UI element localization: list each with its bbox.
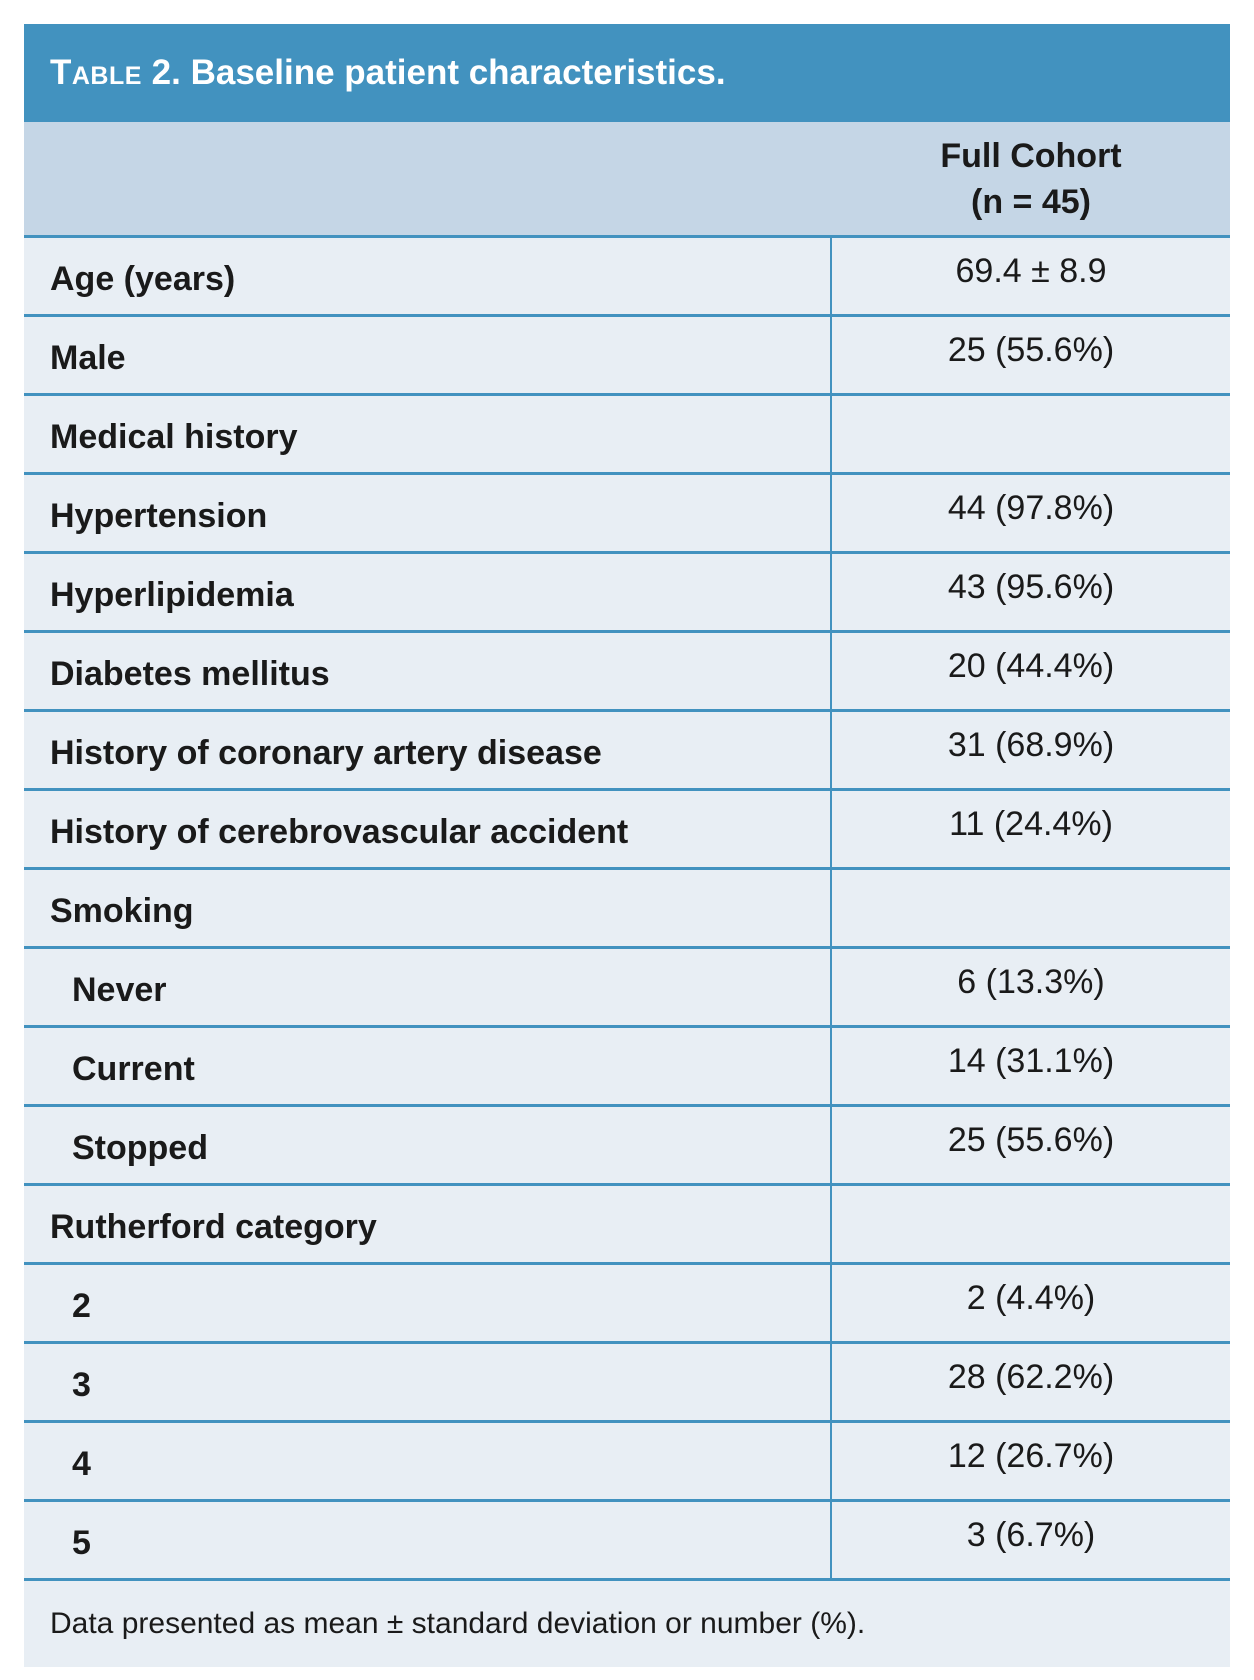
row-label: 5	[24, 1502, 832, 1578]
row-label: 3	[24, 1344, 832, 1420]
row-value: 3 (6.7%)	[966, 1516, 1096, 1554]
row-label: Diabetes mellitus	[24, 633, 832, 709]
row-label: Rutherford category	[24, 1186, 832, 1262]
table-row	[24, 1344, 1230, 1423]
table-footnote: Data presented as mean ± standard deviation or number (%).	[50, 1607, 866, 1640]
row-value: 43 (95.6%)	[947, 568, 1115, 606]
table-row	[24, 870, 1230, 949]
table-row	[24, 791, 1230, 870]
row-value: 6 (13.3%)	[957, 963, 1105, 1001]
row-label: Hyperlipidemia	[24, 554, 832, 630]
table-row	[24, 1028, 1230, 1107]
row-label: 2	[24, 1265, 832, 1341]
row-value	[832, 1186, 1230, 1262]
row-value: 14 (31.1%)	[947, 1042, 1115, 1080]
row-label: History of cerebrovascular accident	[24, 791, 832, 867]
table-row	[24, 396, 1230, 475]
table-row	[24, 475, 1230, 554]
table-row	[24, 1186, 1230, 1265]
table-row	[24, 1502, 1230, 1581]
column-header-line2: (n = 45)	[971, 182, 1091, 221]
row-value: 31 (68.9%)	[947, 726, 1115, 764]
table-row	[24, 1265, 1230, 1344]
table-title-bar	[24, 24, 1230, 122]
header-empty-cell	[24, 122, 832, 235]
table-row	[24, 1107, 1230, 1186]
row-value	[832, 870, 1230, 946]
baseline-characteristics-table	[24, 24, 1230, 1667]
table-header-row	[24, 122, 1230, 238]
row-value: 11 (24.4%)	[949, 805, 1113, 843]
row-label: Smoking	[24, 870, 832, 946]
column-header-line1: Full Cohort	[940, 136, 1122, 175]
row-label: Hypertension	[24, 475, 832, 551]
row-label: Stopped	[24, 1107, 832, 1183]
table-row	[24, 712, 1230, 791]
row-label: History of coronary artery disease	[24, 712, 832, 788]
table-row	[24, 633, 1230, 712]
row-label: Medical history	[24, 396, 832, 472]
row-label: Age (years)	[24, 238, 832, 314]
row-label: 4	[24, 1423, 832, 1499]
column-header-full-cohort	[832, 122, 1230, 235]
table-title-prefix: Table	[50, 53, 142, 92]
row-value: 20 (44.4%)	[947, 647, 1115, 685]
row-value: 25 (55.6%)	[947, 1121, 1115, 1159]
row-value: 2 (4.4%)	[966, 1279, 1096, 1317]
row-value: 25 (55.6%)	[947, 331, 1115, 369]
row-label: Male	[24, 317, 832, 393]
table-row	[24, 949, 1230, 1028]
row-value: 28 (62.2%)	[947, 1358, 1115, 1396]
table-title-text: 2. Baseline patient characteristics.	[141, 53, 726, 92]
table-row	[24, 317, 1230, 396]
table-row	[24, 1423, 1230, 1502]
row-value: 12 (26.7%)	[947, 1437, 1115, 1475]
table-row	[24, 238, 1230, 317]
row-value: 44 (97.8%)	[947, 489, 1115, 527]
row-value: 69.4 ± 8.9	[955, 252, 1107, 290]
table-row	[24, 554, 1230, 633]
row-label: Never	[24, 949, 832, 1025]
row-value	[832, 396, 1230, 472]
table-title	[50, 53, 726, 93]
row-label: Current	[24, 1028, 832, 1104]
